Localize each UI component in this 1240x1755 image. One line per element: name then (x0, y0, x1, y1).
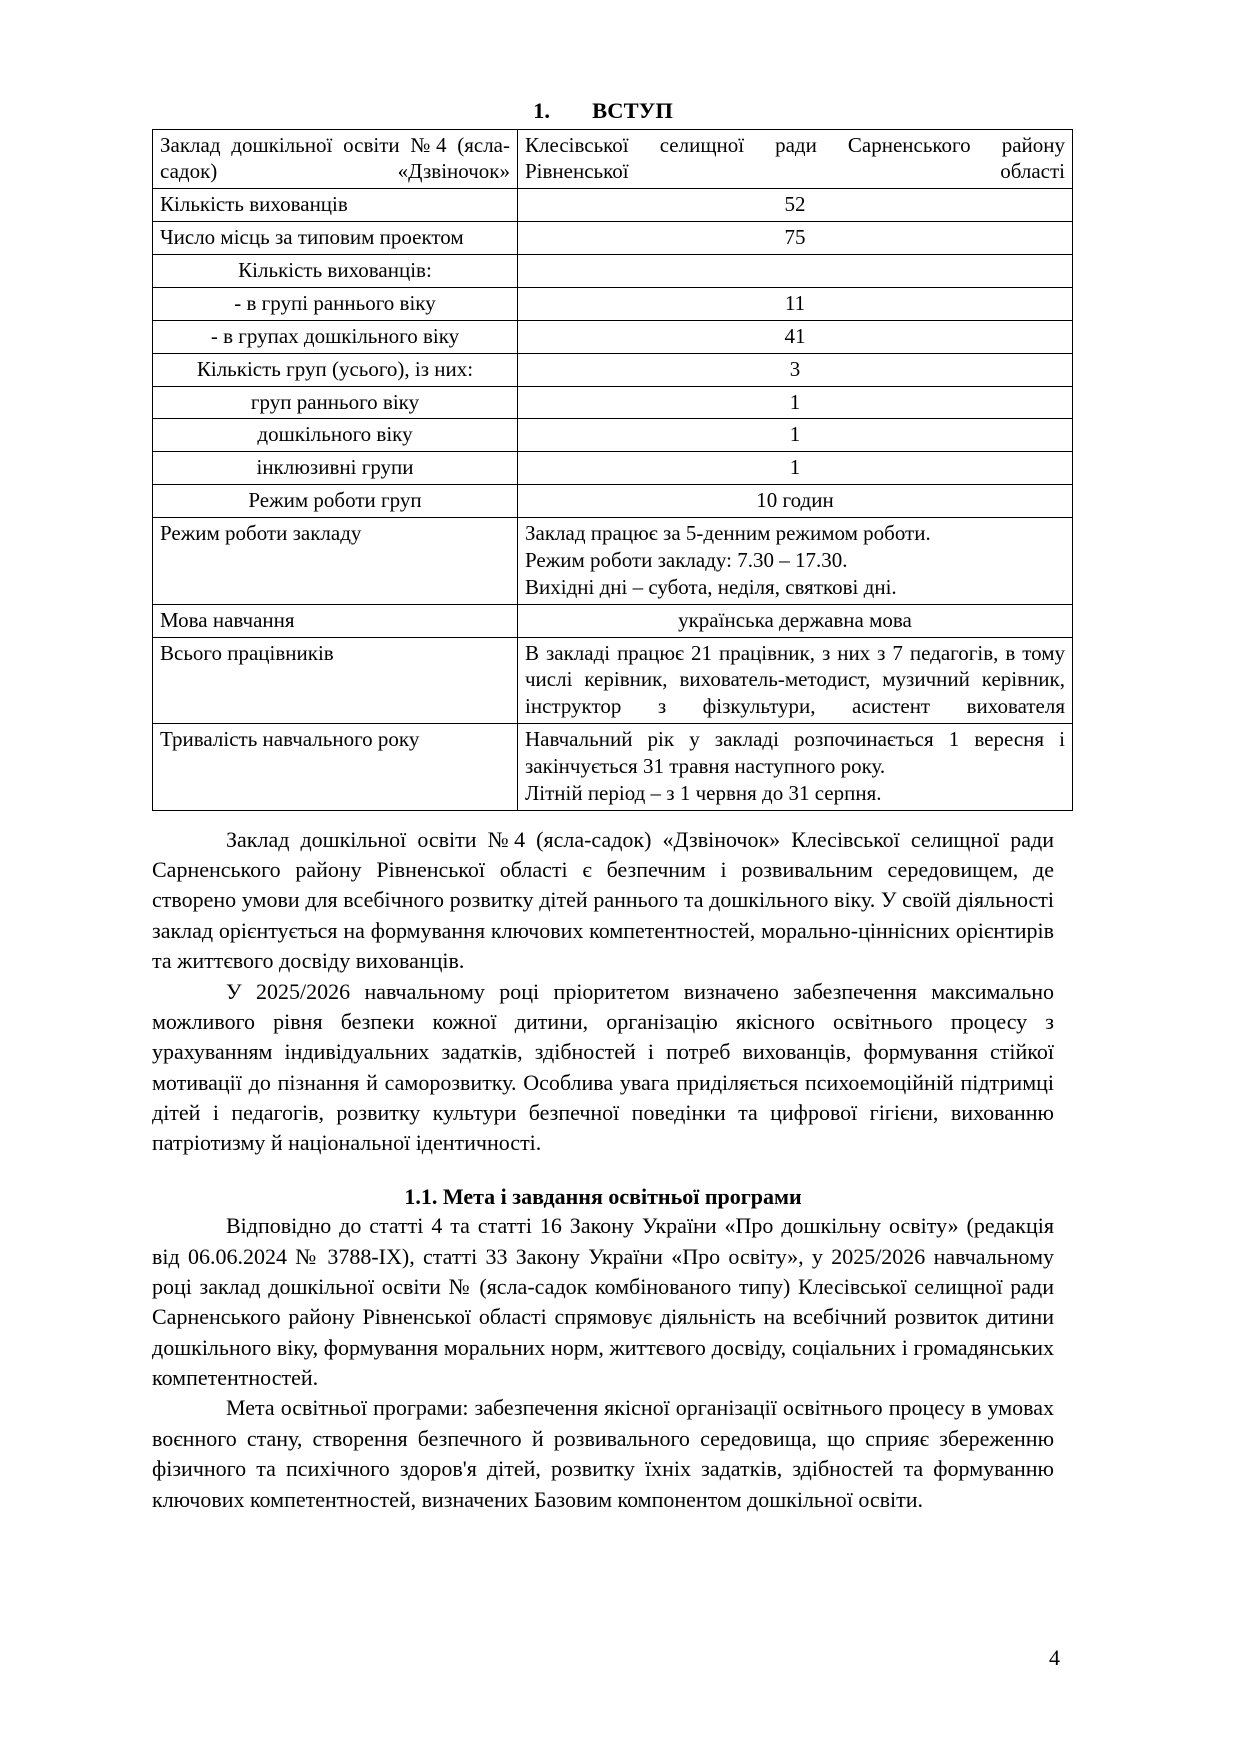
table-cell-label: Тривалість навчального року (153, 724, 518, 811)
table-cell-value: 1 (518, 386, 1073, 419)
paragraph-program-goal: Мета освітньої програми: забезпечення якісної організації освітнього процесу в умовах воєнного стану, створення безпечного й розвивального середовища, що сприяє збереженню фізичного та психічного здоров'я дітей, розвитку їхніх задатків, здібностей та формуванню ключових компетентностей, визначених Базовим компонентом дошкільної освіти. (152, 1395, 1054, 1512)
table-row (153, 604, 1073, 637)
table-cell-label: Всього працівників (153, 637, 518, 724)
section-number: 1. (533, 98, 551, 123)
page-title (152, 100, 1054, 123)
table-body (153, 129, 1073, 810)
table-cell-label: - в групах дошкільного віку (153, 320, 518, 353)
table-cell-label: дошкільного віку (153, 419, 518, 452)
table-cell-label: Кількість груп (усього), із них: (153, 353, 518, 386)
table-row (153, 637, 1073, 724)
paragraph-priorities: У 2025/2026 навчальному році пріоритетом визначено забезпечення максимально можливого рівня безпеки кожної дитини, організацію якісного освітнього процесу з урахуванням індивідуальних задатків, здібностей і потреб вихованців, формування стійкої мотивації до пізнання й саморозвитку. Особлива увага приділяється психоемоційній підтримці дітей і педагогів, розвитку культури безпечної поведінки та цифрової гігієни, вихованню патріотизму й національної ідентичності. (152, 978, 1054, 1156)
table-row (153, 222, 1073, 255)
table-row (153, 353, 1073, 386)
table-row (153, 287, 1073, 320)
table-cell-label: Мова навчання (153, 604, 518, 637)
table-row (153, 724, 1073, 811)
table-cell-value: 11 (518, 287, 1073, 320)
table-cell-value: Навчальний рік у закладі розпочинається 1 вересня і закінчується 31 травня наступного року. Літній період – з 1 червня до 31 серпня. (518, 724, 1073, 811)
paragraph-institution-overview: Заклад дошкільної освіти №4 (ясла-садок) «Дзвіночок» Клесівської селищної ради Сарненського району Рівненської області є безпечним і розвивальним середовищем, де створено умови для всебічного розвитку дітей раннього та дошкільного віку. У своїй діяльності заклад орієнтується на формування ключових компетентностей, морально-ціннісних орієнтирів та життєвого досвіду вихованців. (152, 826, 1054, 974)
table-cell-label: Кількість вихованців (153, 189, 518, 222)
table-cell-label: Заклад дошкільної освіти №4 (ясла-садок) «Дзвіночок» (153, 129, 518, 189)
table-cell-value (518, 255, 1073, 288)
paragraph-legal-basis: Відповідно до статті 4 та статті 16 Закону України «Про дошкільну освіту» (редакція від 06.06.2024 № 3788-IX), статті 33 Закону України «Про освіту», у 2025/2026 навчальному році заклад дошкільної освіти № (ясла-садок комбінованого типу) Клесівської селищної ради Сарненського району Рівненської області спрямовує діяльність на всебічний розвиток дитини дошкільного віку, формування моральних норм, життєвого досвіду, соціальних і громадянських компетентностей. (152, 1213, 1054, 1391)
table-row (153, 419, 1073, 452)
table-cell-label: Число місць за типовим проектом (153, 222, 518, 255)
table-cell-label: Кількість вихованців: (153, 255, 518, 288)
table-cell-label: - в групі раннього віку (153, 287, 518, 320)
table-cell-value: 3 (518, 353, 1073, 386)
table-cell-value: 52 (518, 189, 1073, 222)
table-row (153, 129, 1073, 189)
institution-info-table (152, 129, 1073, 811)
table-row (153, 485, 1073, 518)
table-cell-label: інклюзивні групи (153, 452, 518, 485)
table-cell-value: 10 годин (518, 485, 1073, 518)
table-row (153, 255, 1073, 288)
section-title: ВСТУП (592, 98, 673, 123)
table-cell-value: 1 (518, 419, 1073, 452)
table-cell-label: Режим роботи закладу (153, 518, 518, 605)
table-cell-value: 41 (518, 320, 1073, 353)
table-cell-value: В закладі працює 21 працівник, з них з 7 педагогів, в тому числі керівник, вихователь-методист, музичний керівник, інструктор з фізкультури, асистент вихователя (518, 637, 1073, 724)
table-row (153, 452, 1073, 485)
goals-paragraphs (152, 1211, 1054, 1515)
table-cell-value: 75 (518, 222, 1073, 255)
table-cell-value: українська державна мова (518, 604, 1073, 637)
table-row (153, 518, 1073, 605)
table-row (153, 386, 1073, 419)
table-row (153, 189, 1073, 222)
table-cell-label: груп раннього віку (153, 386, 518, 419)
table-cell-label: Режим роботи груп (153, 485, 518, 518)
intro-paragraphs (152, 825, 1054, 1159)
table-row (153, 320, 1073, 353)
table-cell-value: 1 (518, 452, 1073, 485)
table-cell-value: Заклад працює за 5-денним режимом роботи. Режим роботи закладу: 7.30 – 17.30. Вихідні дні – субота, неділя, святкові дні. (518, 518, 1073, 605)
subsection-heading-goals: 1.1. Мета і завдання освітньої програми (404, 1183, 802, 1209)
page-number: 4 (1049, 1645, 1060, 1670)
table-cell-value: Клесівської селищної ради Сарненського району Рівненської області (518, 129, 1073, 189)
